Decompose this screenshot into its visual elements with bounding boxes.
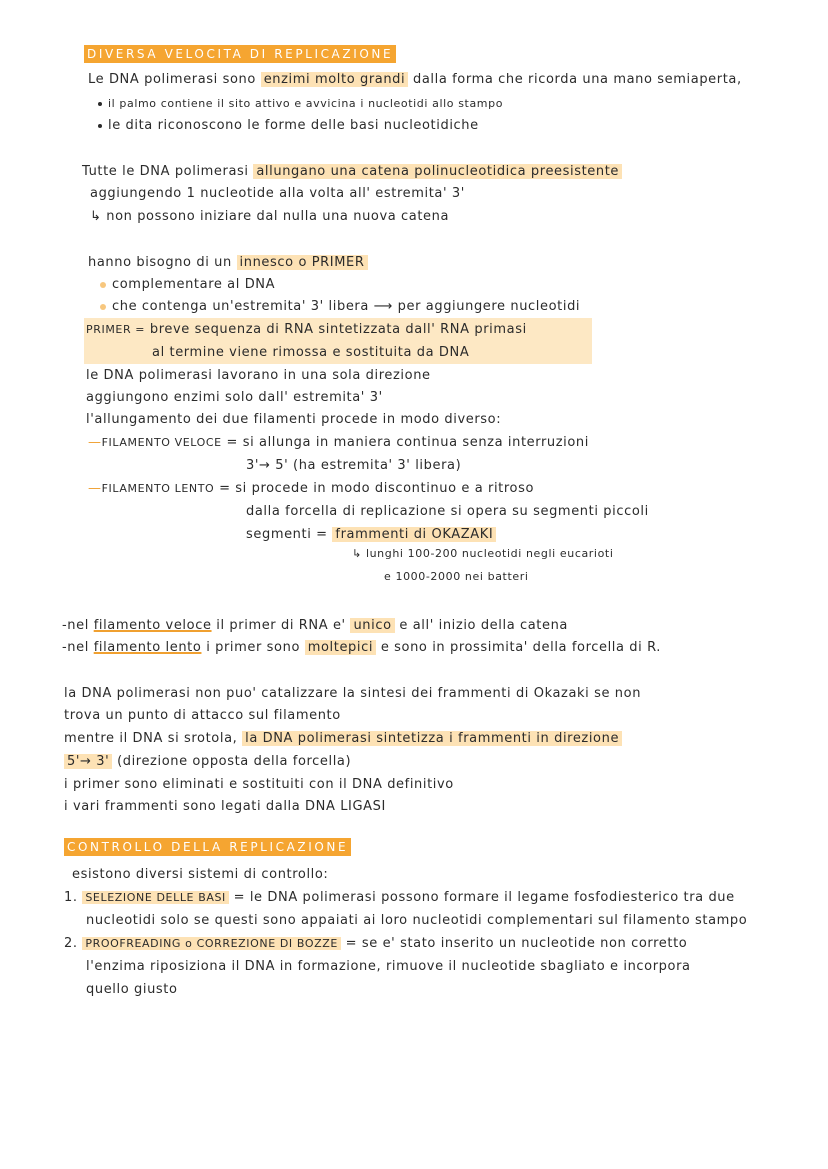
direction-line-3: l'allungamento dei due filamenti procede in modo diverso:	[86, 412, 502, 427]
intro-line: Le DNA polimerasi sono enzimi molto grandi dalla forma che ricorda una mano semiaperta,	[88, 72, 742, 87]
bullet-dita: le dita riconoscono le forme delle basi nucleotidiche	[98, 117, 479, 135]
highlight-selezione: SELEZIONE DELLE BASI	[82, 891, 229, 904]
fast-strand-line: —FILAMENTO VELOCE = si allunga in maniera continua senza interruzioni	[88, 435, 589, 450]
right-arrow-icon: ⟶	[373, 299, 393, 314]
primer-definition-line-2: al termine viene rimossa e sostituita da DNA	[152, 345, 470, 360]
polymerase-line-3: ↳ non possono iniziare dal nulla una nuova catena	[90, 209, 450, 224]
highlight-proofreading: PROOFREADING o CORREZIONE DI BOZZE	[82, 937, 341, 950]
okazaki-line-5: i primer sono eliminati e sostituiti con il DNA definitivo	[64, 777, 454, 792]
list-number: 1.	[64, 890, 78, 905]
okazaki-line-3: mentre il DNA si srotola, la DNA polimerasi sintetizza i frammenti in direzione	[64, 730, 622, 748]
highlight-primer: innesco o PRIMER	[237, 255, 368, 270]
okazaki-line-6: i vari frammenti sono legati dalla DNA LIGASI	[64, 799, 386, 814]
bullet-palmo: il palmo contiene il sito attivo e avvicina i nucleotidi allo stampo	[98, 95, 503, 113]
highlight-okazaki: frammenti di OKAZAKI	[332, 527, 496, 542]
primer-definition-label: PRIMER =	[86, 323, 146, 336]
direction-line-2: aggiungono enzimi solo dall' estremita' 3'	[86, 390, 383, 405]
slow-strand-line-5: e 1000-2000 nei batteri	[384, 570, 529, 583]
fast-strand-direction: 3'→ 5' (ha estremita' 3' libera)	[246, 458, 462, 473]
primer-need-line: hanno bisogno di un innesco o PRIMER	[88, 254, 368, 272]
control-item-2: 2. PROOFREADING o CORREZIONE DI BOZZE = se e' stato inserito un nucleotide non corretto	[64, 936, 688, 951]
control-item-1-line-2: nucleotidi solo se questi sono appaiati ai loro nucleotidi complementari sul filamento stampo	[86, 913, 748, 928]
orange-dot-icon	[100, 304, 106, 310]
slow-strand-line-4: ↳ lunghi 100-200 nucleotidi negli eucarioti	[352, 547, 614, 560]
section-title-replication-speed: DIVERSA VELOCITA DI REPLICAZIONE	[84, 45, 396, 63]
highlight-unico: unico	[350, 618, 394, 633]
okazaki-line-4: 5'→ 3' (direzione opposta della forcella)	[64, 753, 351, 771]
control-intro: esistono diversi sistemi di controllo:	[72, 867, 329, 882]
polymerase-line-1: Tutte le DNA polimerasi allungano una catena polinucleotidica preesistente	[82, 163, 622, 181]
highlight-enzimi: enzimi molto grandi	[261, 72, 409, 87]
bullet-dot-icon	[98, 102, 102, 106]
hook-arrow-icon: ↳	[90, 209, 102, 224]
section-title-replication-control: CONTROLLO DELLA REPLICAZIONE	[64, 838, 351, 856]
underline-filamento-veloce: filamento veloce	[93, 618, 212, 633]
primer-bullet-1: complementare al DNA	[100, 276, 275, 294]
slow-strand-line: —FILAMENTO LENTO = si procede in modo discontinuo e a ritroso	[88, 481, 535, 496]
orange-dash-icon: —	[88, 481, 102, 496]
bullet-dot-icon	[98, 124, 102, 128]
primer-definition-line-1: PRIMER = breve sequenza di RNA sintetizzata dall' RNA primasi	[86, 322, 527, 337]
slow-strand-label: FILAMENTO LENTO	[101, 482, 215, 495]
control-item-2-line-3: quello giusto	[86, 982, 178, 997]
highlight-sintetizza: la DNA polimerasi sintetizza i frammenti in direzione	[242, 731, 622, 746]
okazaki-line-1: la DNA polimerasi non puo' catalizzare la sintesi dei frammenti di Okazaki se non	[64, 686, 642, 701]
compare-fast: -nel filamento veloce il primer di RNA e' unico e all' inizio della catena	[62, 618, 569, 633]
primer-bullet-2: che contenga un'estremita' 3' libera ⟶ per aggiungere nucleotidi	[100, 298, 580, 316]
slow-strand-line-2: dalla forcella di replicazione si opera su segmenti piccoli	[246, 504, 649, 519]
control-item-2-line-2: l'enzima riposiziona il DNA in formazione, rimuove il nucleotide sbagliato e incorpora	[86, 959, 691, 974]
highlight-direction: 5'→ 3'	[64, 754, 112, 769]
orange-dash-icon: —	[88, 435, 102, 450]
highlight-allungano: allungano una catena polinucleotidica preesistente	[253, 164, 622, 179]
okazaki-line-2: trova un punto di attacco sul filamento	[64, 708, 341, 723]
highlight-moltepici: moltepici	[305, 640, 376, 655]
direction-line-1: le DNA polimerasi lavorano in una sola direzione	[86, 368, 431, 383]
list-number: 2.	[64, 936, 78, 951]
fast-strand-label: FILAMENTO VELOCE	[101, 436, 222, 449]
control-item-1: 1. SELEZIONE DELLE BASI = le DNA polimerasi possono formare il legame fosfodiesterico tra due	[64, 890, 735, 905]
slow-strand-line-3: segmenti = frammenti di OKAZAKI	[246, 526, 496, 544]
compare-slow: -nel filamento lento i primer sono moltepici e sono in prossimita' della forcella di R.	[62, 640, 661, 655]
hook-arrow-icon: ↳	[352, 547, 362, 560]
orange-dot-icon	[100, 282, 106, 288]
polymerase-line-2: aggiungendo 1 nucleotide alla volta all' estremita' 3'	[90, 186, 465, 201]
underline-filamento-lento: filamento lento	[93, 640, 202, 655]
